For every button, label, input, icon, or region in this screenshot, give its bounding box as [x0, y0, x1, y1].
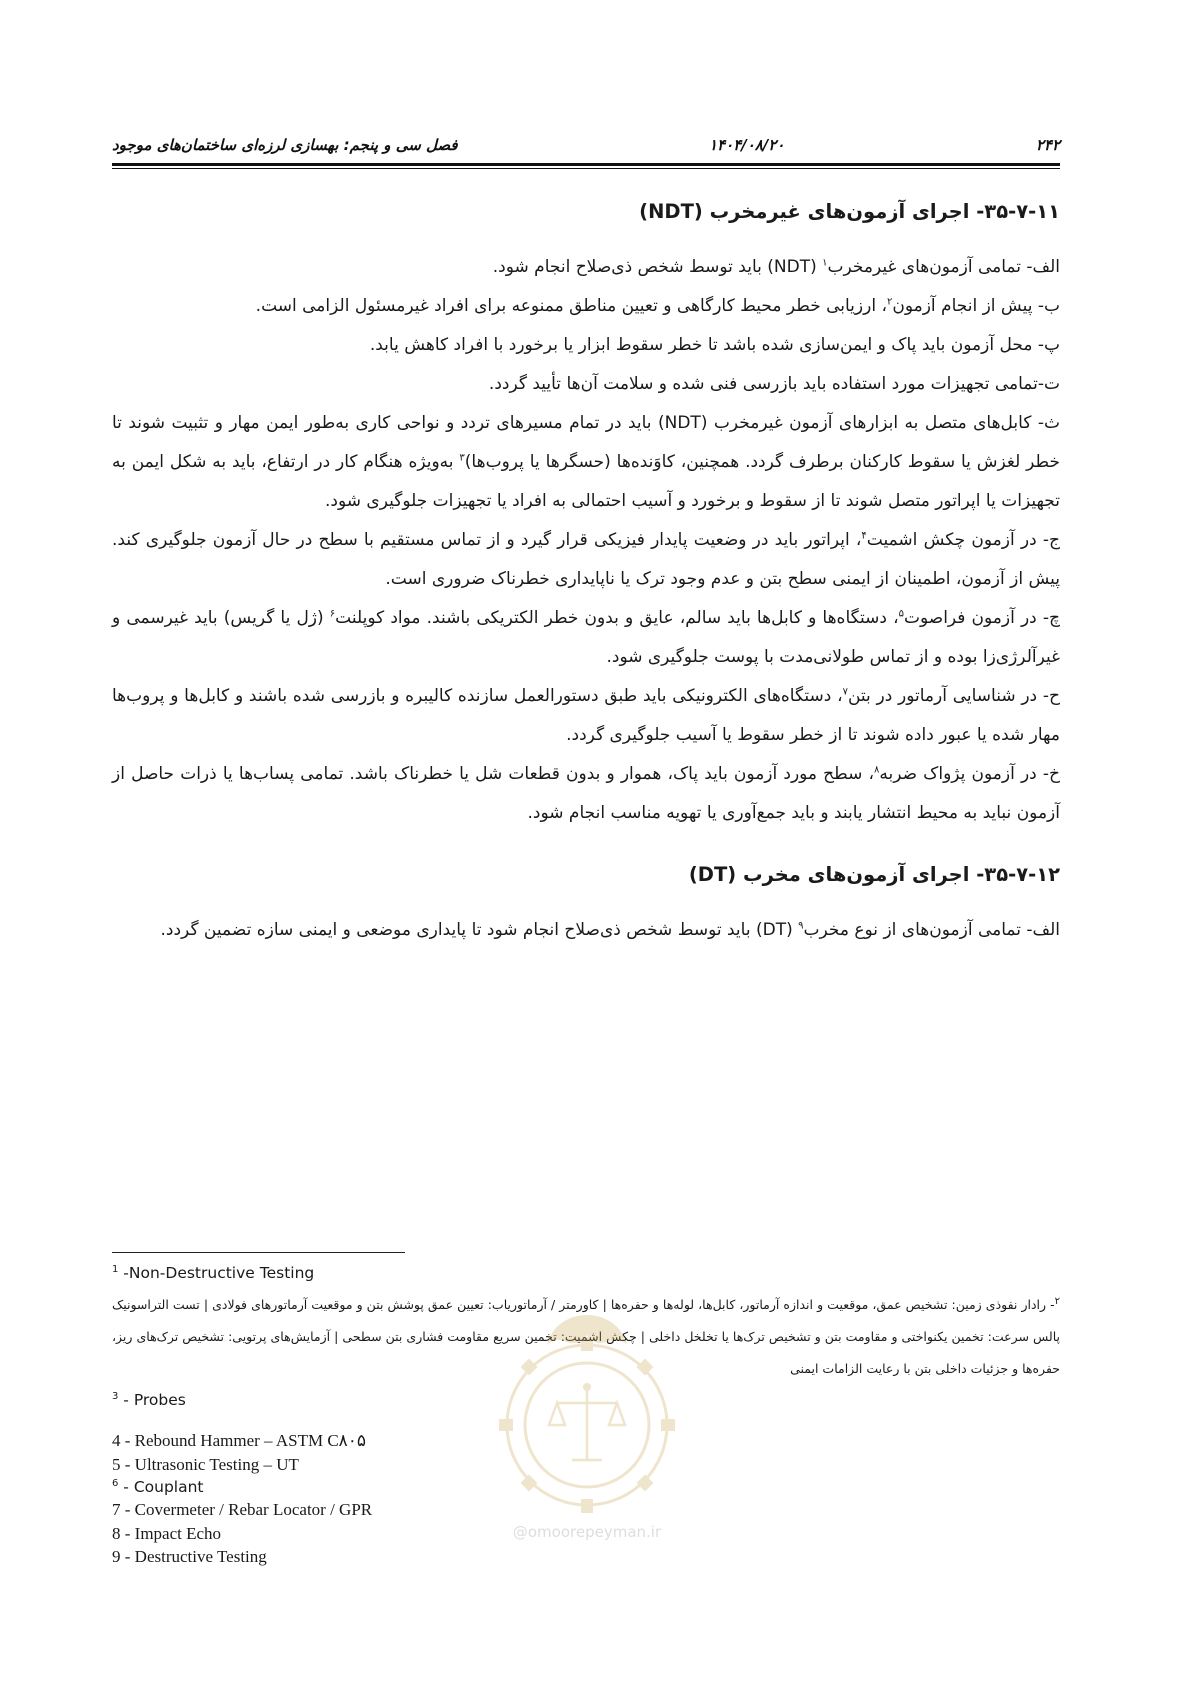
main-content: [112, 188, 1060, 950]
footnote-ref: ۱: [822, 257, 828, 269]
section-heading-ndt: ۳۵-۷-۱۱- اجرای آزمون‌های غیرمخرب (NDT): [639, 200, 1060, 223]
footnote-ref: ۵: [898, 608, 904, 620]
footnote-1: $^1$ -Non-Destructive Testing: [112, 1263, 315, 1282]
paragraph-alef: الف- تمامی آزمون‌های غیرمخرب$^۱$ (NDT) باید توسط شخص ذی‌صلاح انجام شود.: [492, 257, 1060, 277]
paragraph-te: ت-تمامی تجهیزات مورد استفاده باید بازرسی فنی شده و سلامت آن‌ها تأیید گردد.: [488, 374, 1060, 394]
paragraph-khe: خ- در آزمون پژواک ضربه$^۸$، سطح مورد آزمون باید پاک، هموار و بدون قطعات شل یا خطرناک باشد. تمامی پساب‌ها یا ذرات حاصل از آزمون نباید به محیط انتشار یابند و باید جمع‌آوری یا تهویه مناسب انجام شود.: [112, 764, 1060, 823]
paragraph-che: چ- در آزمون فراصوت$^۵$، دستگاه‌ها و کابل‌ها باید سالم، عایق و بدون خطر الکتریکی باشند. مواد کوپلنت$^۶$ (ژل یا گریس) باید غیرسمی و غیرآلرژی‌زا بوده و از تماس طولانی‌مدت با پوست جلوگیری شود.: [112, 608, 1060, 667]
footnote-4: 4 - Rebound Hammer – ASTM C۸۰۵: [112, 1431, 367, 1450]
paragraph-dt-alef: الف- تمامی آزمون‌های از نوع مخرب$^۹$ (DT) باید توسط شخص ذی‌صلاح انجام شود تا پایداری موضعی و ایمنی سازه تضمین گردد.: [160, 920, 1060, 940]
header-rule-thin: [112, 168, 1060, 169]
chapter-title: فصل سی و پنجم: بهسازی لرزه‌ای ساختمان‌های موجود: [112, 136, 458, 154]
footnote-ref: ۸: [873, 764, 880, 776]
paragraph-be: ب- پیش از انجام آزمون$^۲$، ارزیابی خطر محیط کارگاهی و تعیین مناطق ممنوعه برای افراد غیرمسئول الزامی است.: [255, 296, 1060, 316]
header-rule: [112, 163, 1060, 166]
footnote-ref: ۳: [459, 452, 465, 464]
footnote-7: 7 - Covermeter / Rebar Locator / GPR: [112, 1500, 373, 1519]
footnote-5: 5 - Ultrasonic Testing – UT: [112, 1454, 299, 1474]
header-date: ۱۴۰۴/۰۸/۲۰: [708, 136, 785, 154]
footnote-ref: ۹: [798, 920, 804, 932]
footnote-9: 9 - Destructive Testing: [112, 1547, 267, 1566]
paragraph-se: ث- کابل‌های متصل به ابزارهای آزمون غیرمخرب (NDT) باید در تمام مسیرهای تردد و نواحی کاری به‌طور ایمن مهار و تثبیت شوند تا خطر لغزش یا سقوط کارکنان برطرف گردد. همچنین، کاوَنده‌ها (حسگرها یا پروب‌ها)$^۳$ به‌ویژه هنگام کار در ارتفاع، باید به شکل ایمن به تجهیزات یا اپراتور متصل شوند تا از سقوط و برخورد و آسیب احتمالی به افراد یا تجهیزات جلوگیری شود.: [112, 413, 1061, 511]
page-number: ۲۴۲: [1035, 136, 1060, 154]
footnote-3: $^3$ - Probes: [112, 1390, 186, 1409]
footnote-ref: ۲: [886, 296, 893, 308]
paragraph-pe: پ- محل آزمون باید پاک و ایمن‌سازی شده باشد تا خطر سقوط ابزار یا برخورد با افراد کاهش یابد.: [369, 335, 1060, 355]
section-heading-dt: ۳۵-۷-۱۲- اجرای آزمون‌های مخرب (DT): [688, 863, 1060, 886]
footnote-ref: ۶: [329, 608, 336, 620]
paragraph-he: ح- در شناسایی آرماتور در بتن$^۷$، دستگاه‌های الکترونیکی باید طبق دستورالعمل سازنده کالیبره و بازرسی شده باشند و کابل‌ها و پروب‌ها مهار شده یا عبور داده شوند تا از خطر سقوط یا آسیب جلوگیری گردد.: [112, 686, 1060, 745]
footnote-6: $^6$ - Couplant: [112, 1477, 204, 1496]
footnote-ref: ۷: [842, 686, 848, 698]
footnote-ref: ۴: [861, 530, 867, 542]
footnote-8: 8 - Impact Echo: [112, 1523, 222, 1543]
page-header: [112, 131, 1060, 159]
footnote-2: $^۲$- رادار نفوذی زمین: تشخیص عمق، موقعیت و اندازه آرماتور، کابل‌ها، لوله‌ها و حفره‌ها | کاورمتر / آرماتوریاب: تعیین عمق پوشش بتن و موقعیت آرماتورهای فولادی | تست التراسونیک پالس سرعت: تخمین یکنواختی و مقاومت بتن و تشخیص ترک‌ها یا تخلخل داخلی | چکش اشمیت: تخمین سریع مقاومت فشاری بتن سطحی | آزمایش‌های پرتویی: تشخیص ترک‌های ریز، حفره‌ها و جزئیات داخلی بتن با رعایت الزامات ایمنی: [112, 1295, 1060, 1376]
footnotes: [112, 1262, 1060, 1569]
watermark-text: @omoorepeyman.ir: [512, 1523, 662, 1541]
paragraph-jim: ج- در آزمون چکش اشمیت$^۴$، اپراتور باید در وضعیت پایدار فیزیکی قرار گیرد و از تماس مستقیم با سطح در حال آزمون جلوگیری کند. پیش از آزمون، اطمینان از ایمنی سطح بتن و عدم وجود ترک یا ناپایداری خطرناک ضروری است.: [112, 530, 1060, 589]
footnote-separator: [112, 1252, 405, 1253]
